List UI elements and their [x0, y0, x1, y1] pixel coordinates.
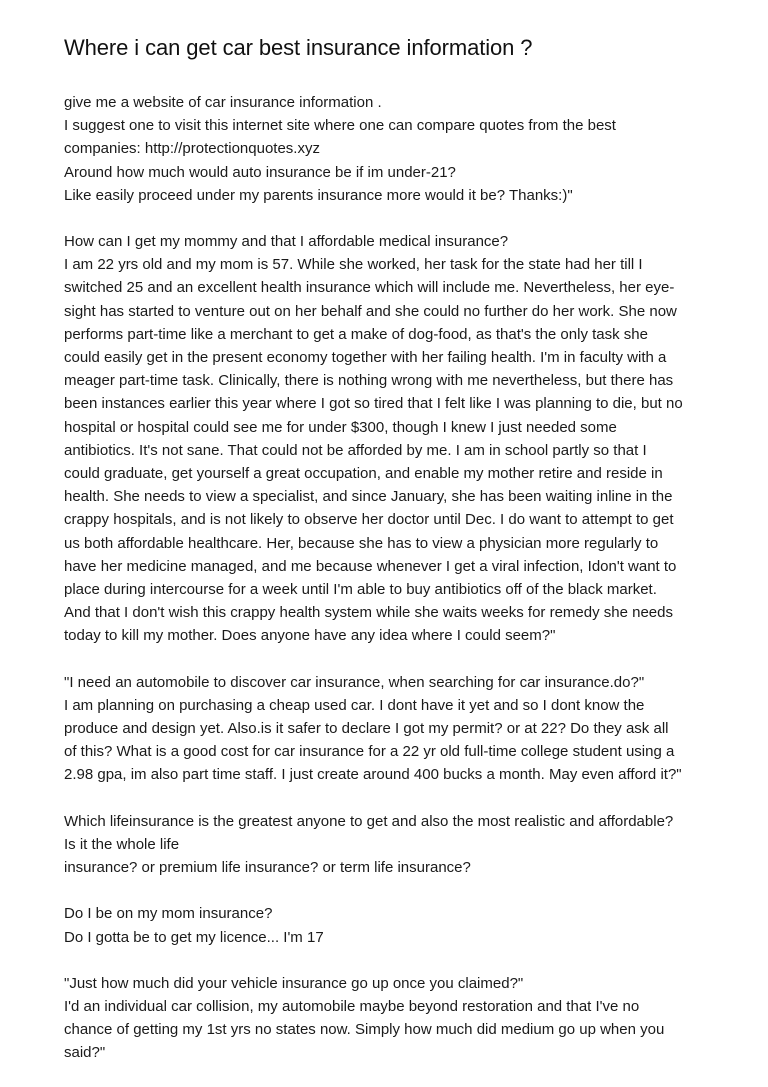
text-line: companies: http://protectionquotes.xyz — [64, 140, 320, 158]
text-line: Is it the whole life — [64, 835, 180, 853]
text-line: performs part-time like a merchant to get a make of dog-food, as that's the only task she — [64, 325, 648, 343]
text-line: insurance? or premium life insurance? or term life insurance? — [64, 859, 471, 877]
paragraph — [64, 671, 708, 787]
text-line: meager part-time task. Clinically, there is nothing wrong with me nevertheless, but there has — [64, 372, 674, 390]
text-line: Like easily proceed under my parents insurance more would it be? Thanks:)" — [64, 186, 573, 204]
text-line: give me a website of car insurance information . — [64, 94, 382, 111]
text-line: could easily get in the present economy together with her failing health. I'm in faculty with a — [64, 349, 667, 367]
text-line: "I need an automobile to discover car insurance, when searching for car insurance.do?" — [64, 673, 645, 691]
text-line: antibiotics. It's not sane. That could not be afforded by me. I am in school partly so that I — [64, 441, 647, 459]
text-line: I'd an individual car collision, my automobile maybe beyond restoration and that I've no — [64, 997, 640, 1015]
text-line: today to kill my mother. Does anyone have any idea where I could seem?" — [64, 627, 556, 645]
text-line: switched 25 and an excellent health insurance which will include me. Nevertheless, her eye- — [64, 279, 675, 297]
text-line: Do I gotta be to get my licence... I'm 17 — [64, 928, 324, 946]
text-line: I am 22 yrs old and my mom is 57. While she worked, her task for the state had her till I — [64, 256, 643, 274]
text-line: health. She needs to view a specialist, and since January, she has been waiting inline in the — [64, 488, 673, 506]
text-line: could graduate, get yourself a great occupation, and enable my mother retire and reside in — [64, 465, 663, 483]
text-line: How can I get my mommy and that I affordable medical insurance? — [64, 233, 509, 251]
paragraph — [64, 902, 708, 948]
text-line: 2.98 gpa, im also part time staff. I just create around 400 bucks a month. May even afford it?" — [64, 766, 682, 784]
text-line: chance of getting my 1st yrs no states now. Simply how much did medium go up when you — [64, 1021, 665, 1039]
text-line: crappy hospitals, and is not likely to observe her doctor until Dec. I do want to attempt to get — [64, 511, 674, 529]
text-line: been instances earlier this year where I got so tired that I felt like I was planning to die, but no — [64, 395, 683, 413]
text-line: of this? What is a good cost for car insurance for a 22 yr old full-time college student using a — [64, 743, 675, 761]
text-line: place during intercourse for a week until I'm able to buy antibiotics off of the black market. — [64, 581, 657, 599]
text-line: produce and design yet. Also.is it safer to declare I got my permit? or at 22? Do they ask all — [64, 720, 669, 738]
paragraph — [64, 230, 708, 648]
text-line: hospital or hospital could see me for under $300, though I knew I just needed some — [64, 418, 617, 436]
document-body — [64, 91, 708, 1065]
text-line: Do I be on my mom insurance? — [64, 905, 273, 923]
text-line: And that I don't wish this crappy health system while she waits weeks for remedy she needs — [64, 604, 673, 622]
text-line: I suggest one to visit this internet site where one can compare quotes from the best — [64, 117, 616, 135]
paragraph — [64, 972, 708, 1065]
text-line: "Just how much did your vehicle insurance go up once you claimed?" — [64, 974, 524, 992]
text-line: I am planning on purchasing a cheap used car. I dont have it yet and so I dont know the — [64, 696, 645, 714]
text-line: have her medicine managed, and me because whenever I get a viral infection, Idon't want to — [64, 557, 677, 575]
paragraph — [64, 91, 708, 207]
text-line: said?" — [64, 1044, 106, 1062]
page-title: Where i can get car best insurance information ? — [64, 35, 533, 60]
text-line: Which lifeinsurance is the greatest anyone to get and also the most realistic and affordable? — [64, 812, 674, 830]
paragraph — [64, 810, 708, 880]
text-line: Around how much would auto insurance be if im under-21? — [64, 163, 456, 181]
text-line: us both affordable healthcare. Her, because she has to view a physician more regularly to — [64, 534, 659, 552]
text-line: sight has started to venture out on her behalf and she could no further do her work. She now — [64, 302, 677, 320]
